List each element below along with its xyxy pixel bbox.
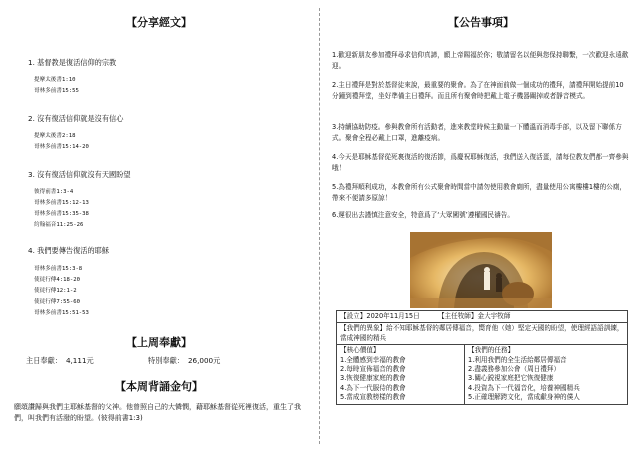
pastor-label: 【主任牧師】 xyxy=(437,312,478,320)
offering-main xyxy=(26,356,94,366)
scripture-ref: 哥林多前書15:55 xyxy=(34,88,79,94)
announcements-title: 【公告事項】 xyxy=(448,16,514,29)
core-values-cell xyxy=(337,345,465,404)
empty-tomb-illustration xyxy=(410,232,552,308)
missions-cell xyxy=(465,345,628,404)
pastor-name: 金大宇牧師 xyxy=(477,312,511,320)
mission-item: 4.投資為下一代福音化，培養神國精兵 xyxy=(468,383,580,392)
core-value-item: 1.全體感到幸福的教會 xyxy=(340,355,406,364)
scripture-ref: 彼得前書1:3-4 xyxy=(34,189,74,195)
core-value-item: 2.每時宣佈福音的教會 xyxy=(340,365,406,374)
announcement-item: 2.主日禮拜是對於基督徒來說，最重要的聚會。為了在神面前做一個成功的禮拜，請禮拜開始提前10分鐘到禮拜堂，坐好準備主日禮拜。而且所有聚會時把戴上電子機器關掉或者靜音模式。 xyxy=(332,81,624,100)
memory-verse-title: 【本周背誦金句】 xyxy=(115,380,203,393)
vision-label: 【我們的異象】 xyxy=(340,324,387,333)
offering-special-label: 特別奉獻： xyxy=(148,356,184,365)
sharing-title: 【分享經文】 xyxy=(126,16,192,29)
announcement-item: 6.遲很出去謹慎注意安全，特意爲了‘大眾闖號’遵權國民禱告。 xyxy=(332,211,514,219)
announcement-item: 5.為禮拜順利成功，本教會所有公式聚會時間當中請勿使用教會廁所，盡量使用公寓樓樓1樓的公廁，帶來不便請多原諒！ xyxy=(332,183,627,202)
point-heading: 3. 沒有復活信仰就沒有天國盼望 xyxy=(28,170,131,179)
scripture-ref: 哥林多前書15:12-13 xyxy=(34,200,89,206)
left-column xyxy=(0,0,318,452)
founded-label: 【設立】 xyxy=(340,312,367,320)
missions-label: 【我們的任務】 xyxy=(468,346,515,355)
founded-pastor-row xyxy=(337,311,628,323)
point-heading: 1. 基督教是復活信仰的宗教 xyxy=(28,58,117,67)
core-values-label: 【核心價值】 xyxy=(340,346,380,355)
scripture-ref: 提摩太後書1:10 xyxy=(34,77,76,83)
church-info-table xyxy=(336,310,628,405)
scripture-ref: 使徒行傳7:55-60 xyxy=(34,299,80,305)
scripture-ref: 哥林多前書15:35-38 xyxy=(34,211,89,217)
vision-text: 給不知耶穌基督的鄰居傳福音，嚮育他（她）堅定天國的盼望，使理經語語訓練，當成神國的精兵 xyxy=(340,324,624,342)
founded-date: 2020年11月15日 xyxy=(366,312,420,320)
mission-item: 1.利用我們的全生活給鄰居傳福音 xyxy=(468,355,567,364)
announcement-item: 4.今天是耶穌基督從死裏復活的復活節，爲慶祝耶穌復活，我們送入復活蛋，請每位教友們都一齊參與哦！ xyxy=(332,153,629,172)
scripture-ref: 使徒行傳4:18-20 xyxy=(34,277,80,283)
scripture-ref: 約翰福音11:25-26 xyxy=(34,222,84,228)
scripture-ref: 哥林多前書15:51-53 xyxy=(34,310,89,316)
announcement-item: 1.歡迎新朋友參加禮拜尋求信仰真諦，願上帝賜福於你；敬請留名以便與您保持聯繫，一次歡迎永遠歡迎。 xyxy=(332,51,629,70)
core-value-item: 5.當成宣教榜樣的教會 xyxy=(340,393,406,402)
scripture-ref: 使徒行傳12:1-2 xyxy=(34,288,77,294)
right-column xyxy=(322,0,640,452)
point-heading: 2. 沒有復活信仰就是沒有信心 xyxy=(28,114,124,123)
memory-verse-text: 願頌讚歸與我們主耶穌基督的父神。他曾照自己的大憐憫，藉耶穌基督從死裡復活，重生了我們，叫我們有活潑的盼望。(彼得前書1:3) xyxy=(14,403,301,422)
mission-item: 3.關心鋭視家庭把它恢復健康 xyxy=(468,374,554,383)
point-heading: 4. 我們要傳告復活的耶穌 xyxy=(28,246,110,255)
scripture-ref: 提摩太後書2:18 xyxy=(34,133,76,139)
mission-item: 5.正確理解跨文化，當成獻身神的僕人 xyxy=(468,393,580,402)
core-value-item: 4.為下一代服侍的教會 xyxy=(340,383,406,392)
core-value-item: 3.恢復健康家庭的教會 xyxy=(340,374,406,383)
scripture-ref: 哥林多前書15:3-8 xyxy=(34,266,83,272)
mission-item: 2.盡義務參加公會（周日禮拜） xyxy=(468,365,561,374)
offering-main-value: 4,111元 xyxy=(65,356,94,365)
announcement-item: 3.持續協助防疫。參與教會所有活動者，進來教堂時候主動量一下體溫而消毒手部，以及留下聯係方式。聚會全程必戴上口罩，進離疫病。 xyxy=(332,123,622,142)
column-divider xyxy=(319,8,321,444)
vision-row xyxy=(337,323,628,345)
offering-special-value: 26,000元 xyxy=(187,356,221,365)
scripture-ref: 哥林多前書15:14-20 xyxy=(34,144,89,150)
offering-main-label: 主日奉獻： xyxy=(26,356,62,365)
offering-special xyxy=(148,356,220,366)
offering-title: 【上周奉獻】 xyxy=(126,336,192,349)
